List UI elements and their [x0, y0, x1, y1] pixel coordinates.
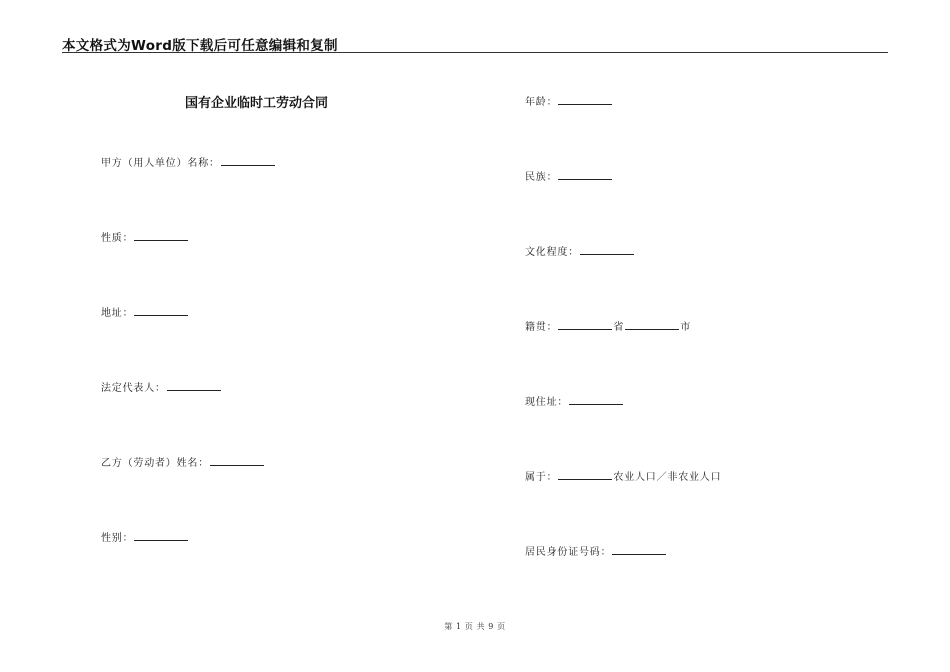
field-label: 民族：	[525, 172, 558, 183]
fill-in-blank	[580, 243, 634, 255]
fill-in-blank	[210, 454, 264, 466]
field-native-place	[525, 318, 691, 335]
field-current-address	[525, 393, 624, 410]
fill-in-blank	[558, 468, 612, 480]
field-label: 籍贯：	[525, 322, 558, 333]
fill-in-blank	[558, 168, 612, 180]
field-label: 居民身份证号码：	[525, 547, 612, 558]
fill-in-blank	[221, 154, 275, 166]
field-household-type	[525, 468, 721, 485]
field-employer-address	[101, 304, 189, 321]
field-legal-representative	[101, 379, 222, 396]
field-employee-name	[101, 454, 265, 471]
field-label: 地址：	[101, 308, 134, 319]
field-label: 文化程度：	[525, 247, 579, 258]
field-label: 年龄：	[525, 97, 558, 108]
fill-in-blank	[558, 318, 612, 330]
field-gender	[101, 529, 189, 546]
page-indicator: 第 1 页 共 9 页	[444, 622, 506, 631]
field-connector: 省	[613, 322, 625, 333]
fill-in-blank	[134, 529, 188, 541]
header-text: 本文格式为Word版下载后可任意编辑和复制	[62, 38, 338, 54]
fill-in-blank	[134, 229, 188, 241]
field-label: 现住址：	[525, 397, 569, 408]
fill-in-blank	[134, 304, 188, 316]
field-label: 性质：	[101, 233, 134, 244]
field-suffix: 市	[680, 322, 692, 333]
header-divider	[62, 52, 888, 53]
field-label: 法定代表人：	[101, 383, 166, 394]
fill-in-blank	[167, 379, 221, 391]
field-employer-name	[101, 154, 276, 171]
field-label: 甲方（用人单位）名称：	[101, 158, 220, 169]
field-label: 属于：	[525, 472, 558, 483]
field-age	[525, 93, 613, 110]
document-title: 国有企业临时工劳动合同	[185, 96, 329, 111]
field-suffix: 农业人口／非农业人口	[613, 472, 722, 483]
fill-in-blank	[612, 543, 666, 555]
field-label: 乙方（劳动者）姓名：	[101, 458, 209, 469]
field-label: 性别：	[101, 533, 134, 544]
field-ethnicity	[525, 168, 613, 185]
fill-in-blank	[625, 318, 679, 330]
field-education	[525, 243, 635, 260]
field-id-number	[525, 543, 667, 560]
fill-in-blank	[558, 93, 612, 105]
fill-in-blank	[569, 393, 623, 405]
field-employer-nature	[101, 229, 189, 246]
